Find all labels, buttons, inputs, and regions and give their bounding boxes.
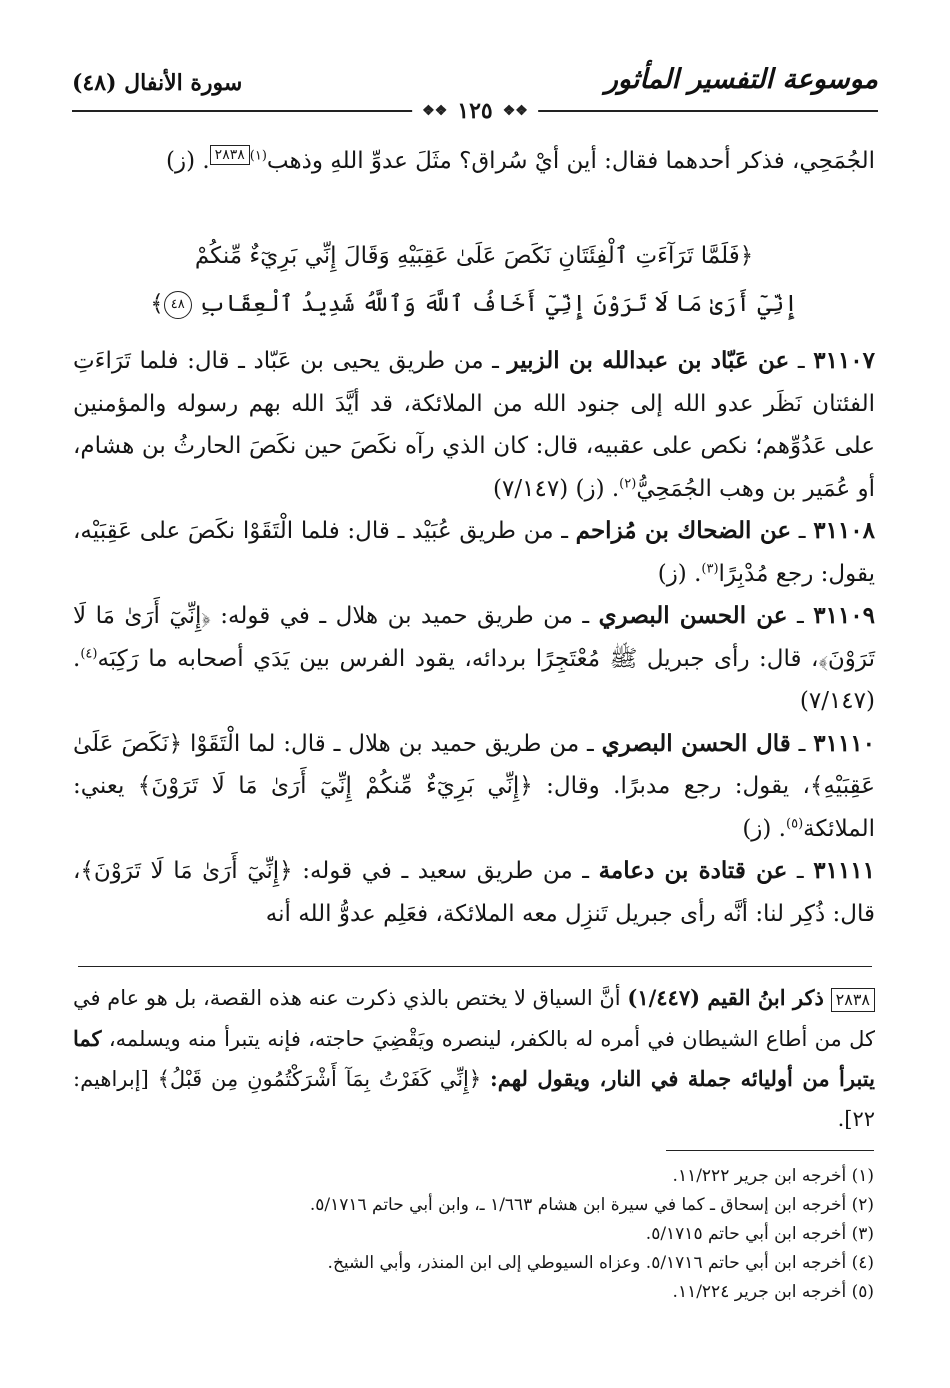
narrator-name: قال الحسن البصري	[601, 729, 791, 757]
quran-verse	[73, 232, 875, 328]
narration-entry: ٣١١١١ ـ عن قتادة بن دعامة ـ من طريق سعيد ـ في قوله: ﴿إِنِّيٓ أَرَىٰ مَا لَا تَرَوْنَ﴾، قال: ذُكِر لنا: أنَّه رأى جبريل تَنزِل معه الملائكة، فعَلِم عدوُّ الله أنه	[73, 857, 876, 927]
ayah-number-marker: ٤٨	[164, 291, 192, 319]
narrator-name: عن الضحاك بن مُزاحم	[575, 517, 792, 544]
narration-entry: ٣١١١٠ ـ قال الحسن البصري ـ من طريق حميد بن هلال ـ قال: لما الْتَقَوْا ﴿نَكَصَ عَلَىٰ عَقِبَيْهِ﴾، يقول: رجع مدبرًا. وقال: ﴿إِنِّي بَرِيٓءٌ مِّنكُمْ إِنِّيٓ أَرَىٰ مَا لَا تَرَوْنَ﴾ يعني: الملائكة$^{(٥)}$. (ز)	[73, 729, 875, 842]
page-number-box	[412, 98, 538, 124]
page-header	[72, 58, 878, 130]
entry-number: ٣١١١١	[813, 857, 876, 884]
entry-text: ـ من طريق حميد بن هلال ـ في قوله: ﴿إِنِّيٓ أَرَىٰ مَا لَا تَرَوْنَ﴾، قال: رأى جبريل ﷺ مُعْتَجِرًا بردائه، يقود الفرس بين يَدَي أصحابه ما رَكِبَه	[73, 603, 875, 672]
footnotes	[74, 1162, 874, 1307]
verse-line-2-text: إِنِّيٓ أَرَىٰ مَا لَا تَرَوْنَ إِنِّيٓ أَخَافُ ٱللَّهَ وَٱللَّهُ شَدِيدُ ٱلْعِقَابِ	[199, 291, 798, 317]
surah-title: سورة الأنفال (٤٨)	[72, 70, 243, 96]
entry-tail: . (ز)	[742, 815, 786, 842]
entry-text: ـ من طريق يحيى بن عَبّاد ـ قال: فلما تَرَاءَتِ الفئتان نَظَر عدو الله إلى جنود الله من الملائكة، قد أيَّدَ الله بهم رسوله والمؤمنين على عَدُوِّهم؛ نكص على عقبيه، قال: كان الذي رآه نكَصَ حين نكَصَ الحارثُ بن هشام، أو عُمَير بن وهب الجُمَحِيُّ	[73, 348, 875, 502]
entry-text: ـ من طريق حميد بن هلال ـ قال: لما الْتَقَوْا ﴿نَكَصَ عَلَىٰ عَقِبَيْهِ﴾، يقول: رجع مدبرًا. وقال: ﴿إِنِّي بَرِيٓءٌ مِّنكُمْ إِنِّيٓ أَرَىٰ مَا لَا تَرَوْنَ﴾ يعني: الملائكة	[73, 730, 875, 842]
entry-number: ٣١١١٠	[813, 729, 875, 757]
narrator-name: عن الحسن البصري	[598, 602, 788, 629]
entry-number: ٣١١٠٧	[813, 347, 875, 374]
footnote: (٥) أخرجه ابن جرير ١١/٢٢٤.	[672, 1282, 874, 1302]
verse-line-1: ﴿فَلَمَّا تَرَآءَتِ ٱلْفِئَتَانِ نَكَصَ عَلَىٰ عَقِبَيْهِ وَقَالَ إِنِّي بَرِيٓءٌ مِّنكُمْ	[194, 243, 754, 269]
footnote-mark: (٥)	[786, 815, 804, 831]
narrator-name: عن عَبّاد بن عبدالله بن الزبير	[507, 347, 790, 374]
intro-text: الجُمَحِي، فذكر أحدهما فقال: أين أيْ سُراق؟ مثَلَ عدوِّ اللهِ وذهب	[266, 148, 875, 174]
book-title: موسوعة التفسير المأثور	[604, 64, 878, 95]
commentary-bold: كما يتبرأ من أوليائه جملة في النار، ويقول لهم:	[73, 1025, 875, 1091]
commentary-quran: ﴿إِنِّي كَفَرْتُ بِمَآ أَشْرَكْتُمُونِ مِن قَبْلُ﴾	[157, 1067, 482, 1091]
entry-tail: . (٧/١٤٧)	[73, 645, 875, 714]
entry-tail: . (ز) (٧/١٤٧)	[493, 475, 620, 502]
commentary	[73, 978, 875, 1139]
intro-paragraph	[73, 140, 875, 183]
entry-text: ـ من طريق عُبَيْد ـ قال: فلما الْتَقَوْا نكَصَ على عَقِبَيْه، يقول: رجع مُدْبِرًا	[73, 518, 875, 587]
footnote-mark: (٤)	[80, 645, 98, 661]
page-number: ١٢٥	[457, 98, 493, 124]
verse-line-2	[73, 280, 875, 328]
narration-entry: ٣١١٠٩ ـ عن الحسن البصري ـ من طريق حميد بن هلال ـ في قوله: ﴿إِنِّيٓ أَرَىٰ مَا لَا تَرَوْنَ﴾، قال: رأى جبريل ﷺ مُعْتَجِرًا بردائه، يقود الفرس بين يَدَي أصحابه ما رَكِبَه$^{(٤)}$. (٧/١٤٧)	[73, 602, 875, 714]
commentary-citation: [إبراهيم: ٢٢].	[73, 1067, 875, 1131]
entry-number: ٣١١٠٨	[813, 517, 875, 544]
footnote-mark: (٣)	[701, 560, 719, 576]
ornament-icon: ❖❖	[502, 103, 528, 119]
entry-number: ٣١١٠٩	[813, 602, 875, 629]
commentary-text: أنَّ السياق لا يختص بالذي ذكرت عنه هذه القصة، بل هو عام في كل من أطاع الشيطان في أمره له بالكفر، لينصره ويَقْضِيَ حاجته، فإنه يتبرأ منه ويسلمه،	[73, 986, 875, 1051]
footnote-mark: (٢)	[619, 475, 637, 491]
footnote: (١) أخرجه ابن جرير ١١/٢٢٢.	[672, 1166, 874, 1186]
footnote-mark: (١)	[249, 148, 267, 164]
commentary-divider	[78, 966, 872, 967]
commentary-lead: ذكر ابنُ القيم (١/٤٤٧)	[627, 985, 824, 1010]
entry-text: ـ من طريق سعيد ـ في قوله: ﴿إِنِّيٓ أَرَىٰ مَا لَا تَرَوْنَ﴾، قال: ذُكِر لنا: أنَّه رأى جبريل تَنزِل معه الملائكة، فعَلِم عدوُّ الله أنه	[73, 858, 875, 927]
ornament-icon: ❖❖	[422, 103, 448, 119]
narration-entry: ٣١١٠٧ ـ عن عَبّاد بن عبدالله بن الزبير ـ من طريق يحيى بن عَبّاد ـ قال: فلما تَرَاءَتِ الفئتان نَظَر عدو الله إلى جنود الله من الملائكة، قد أيَّدَ الله بهم رسوله والمؤمنين على عَدُوِّهم؛ نكص على عقبيه، قال: كان الذي رآه نكَصَ حين نكَصَ الحارثُ بن هشام، أو عُمَير بن وهب الجُمَحِيُّ$^{(٢)}$. (ز) (٧/١٤٧)	[73, 347, 875, 502]
footnote-divider	[666, 1150, 874, 1151]
intro-tail: . (ز)	[165, 148, 210, 174]
commentary-ref-box: ٢٨٣٨	[831, 988, 875, 1012]
narrations	[73, 340, 875, 935]
footnote: (٤) أخرجه ابن أبي حاتم ٥/١٧١٦. وعزاه السيوطي إلى ابن المنذر، وأبي الشيخ.	[327, 1253, 874, 1273]
narration-entry: ٣١١٠٨ ـ عن الضحاك بن مُزاحم ـ من طريق عُبَيْد ـ قال: فلما الْتَقَوْا نكَصَ على عَقِبَيْه، يقول: رجع مُدْبِرًا$^{(٣)}$. (ز)	[73, 517, 875, 587]
entry-tail: . (ز)	[657, 560, 702, 587]
footnote: (٢) أخرجه ابن إسحاق ـ كما في سيرة ابن هشام ١/٦٦٣ ـ، وابن أبي حاتم ٥/١٧١٦.	[309, 1195, 874, 1215]
verse-close-bracket: ﴾	[150, 291, 164, 317]
footnote: (٣) أخرجه ابن أبي حاتم ٥/١٧١٥.	[645, 1224, 874, 1244]
narrator-name: عن قتادة بن دعامة	[598, 857, 788, 884]
commentary-ref-box: ٢٨٣٨	[210, 145, 250, 165]
